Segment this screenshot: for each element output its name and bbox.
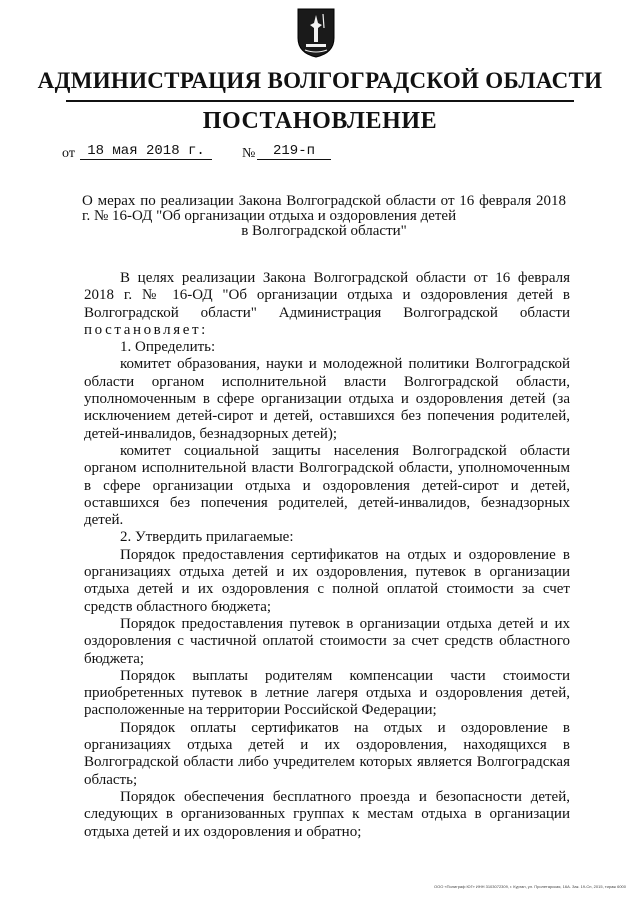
- organization-name: АДМИНИСТРАЦИЯ ВОЛГОГРАДСКОЙ ОБЛАСТИ: [37, 68, 603, 93]
- number-label: №: [242, 146, 256, 161]
- paragraph-2: комитет образования, науки и молодежной политики Волгоградской области органом исполнительной власти Волгоградской области, уполномоченным в сфере организации отдыха и оздоровления детей (за исключением детей-сирот и детей, оставшихся без попечения родителей, детей-инвалидов, безнадзорных детей);: [84, 356, 570, 442]
- paragraph-9: Порядок обеспечения бесплатного проезда и безопасности детей, следующих в организованных группах к местам отдыха в организации отдыха детей и их оздоровления и обратно;: [84, 788, 570, 840]
- coat-of-arms-icon: [297, 8, 335, 58]
- header-divider: [66, 100, 574, 102]
- intro-text: В целях реализации Закона Волгоградской области от 16 февраля 2018 г. № 16-ОД "Об организации отдыха и оздоровления детей в Волгоградской области" Администрация Волгоградской области: [84, 270, 570, 321]
- document-subject: [82, 194, 566, 239]
- date-from-label: от: [62, 146, 75, 161]
- printer-imprint: ООО «Полиграф ЮГ» ИНН 3103072309, г. Курган, ул. Пролетарская, 16А. Зак. 19-Сн, 2015, тираж 6000: [434, 884, 626, 889]
- paragraph-8: Порядок оплаты сертификатов на отдых и оздоровление в организациях отдыха детей и их оздоровления, находящихся в Волгоградской области либо учредителем которых является Волгоградская область;: [84, 719, 570, 788]
- date-number-line: [62, 143, 382, 163]
- subject-last-line: в Волгоградской области": [241, 223, 407, 239]
- document-number: 219-п: [257, 143, 331, 160]
- paragraph-5: Порядок предоставления сертификатов на отдых и оздоровление в организациях отдыха детей и их оздоровления, путевок в организации отдыха детей и их оздоровления с полной оплатой стоимости за счет средств областного бюджета;: [84, 546, 570, 615]
- intro-resolves: постановляет:: [84, 321, 208, 338]
- subject-text: О мерах по реализации Закона Волгоградской области от 16 февраля 2018 г. № 16-ОД "Об организации отдыха и оздоровления детей: [82, 193, 566, 224]
- paragraph-7: Порядок выплаты родителям компенсации части стоимости приобретенных путевок в летние лагеря отдыха и оздоровления детей, расположенные на территории Российской Федерации;: [84, 667, 570, 719]
- paragraph-6: Порядок предоставления путевок в организации отдыха детей и их оздоровления с частичной оплатой стоимости за счет средств областного бюджета;: [84, 615, 570, 667]
- paragraph-1: 1. Определить:: [120, 339, 216, 356]
- document-date: 18 мая 2018 г.: [80, 143, 212, 160]
- document-body: [84, 270, 570, 841]
- paragraph-4: 2. Утвердить прилагаемые:: [120, 529, 294, 546]
- paragraph-intro: [84, 270, 570, 339]
- document-type-title: ПОСТАНОВЛЕНИЕ: [202, 108, 438, 134]
- paragraph-3: комитет социальной защиты населения Волгоградской области органом исполнительной власти Волгоградской области, уполномоченным в сфере организации отдыха и оздоровления детей-сирот и детей, оставшихся без попечения родителей, детей-инвалидов, безнадзорных детей.: [84, 442, 570, 529]
